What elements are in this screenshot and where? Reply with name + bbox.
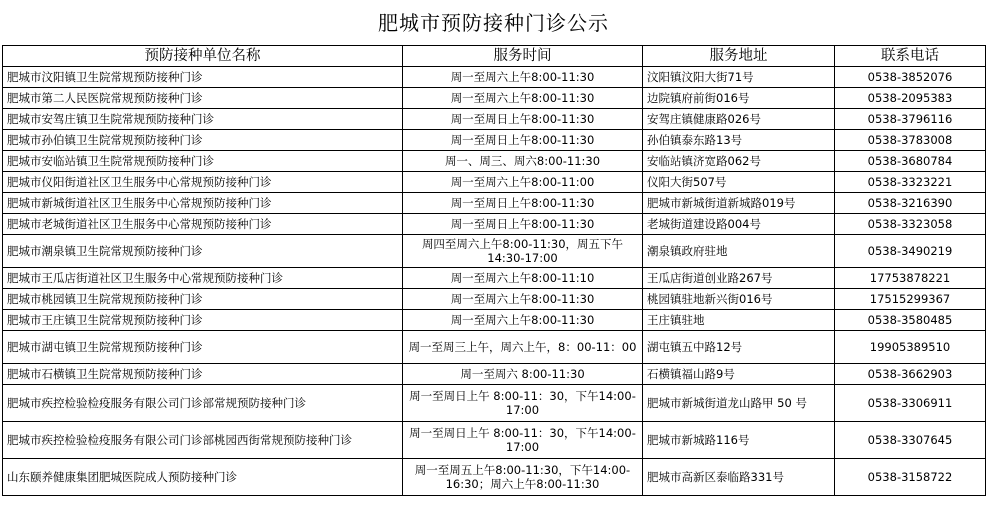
unit-name: 肥城市安驾庄镇卫生院常规预防接种门诊 [3, 109, 403, 130]
header-phone: 联系电话 [835, 46, 986, 67]
header-unit: 预防接种单位名称 [3, 46, 403, 67]
table-row [3, 422, 986, 459]
service-time: 周一至周日上午8:00-11:30 [403, 214, 643, 235]
phone-number: 0538-3662903 [835, 364, 986, 385]
phone-number: 0538-3158722 [835, 459, 986, 496]
service-time: 周一、周三、周六8:00-11:30 [403, 151, 643, 172]
phone-number: 0538-3580485 [835, 310, 986, 331]
phone-number: 0538-3796116 [835, 109, 986, 130]
table-row [3, 385, 986, 422]
service-address: 安驾庄镇健康路026号 [643, 109, 835, 130]
table-header-row [3, 46, 986, 67]
service-address: 潮泉镇政府驻地 [643, 235, 835, 268]
table-row [3, 364, 986, 385]
unit-name: 肥城市新城街道社区卫生服务中心常规预防接种门诊 [3, 193, 403, 214]
service-time: 周一至周六上午8:00-11:30 [403, 67, 643, 88]
header-address: 服务地址 [643, 46, 835, 67]
service-address: 肥城市新城街道龙山路甲 50 号 [643, 385, 835, 422]
unit-name: 山东颐养健康集团肥城医院成人预防接种门诊 [3, 459, 403, 496]
table-row [3, 67, 986, 88]
unit-name: 肥城市王庄镇卫生院常规预防接种门诊 [3, 310, 403, 331]
table-row [3, 88, 986, 109]
unit-name: 肥城市潮泉镇卫生院常规预防接种门诊 [3, 235, 403, 268]
service-address: 王庄镇驻地 [643, 310, 835, 331]
service-time: 周一至周六上午8:00-11:30 [403, 310, 643, 331]
service-time: 周一至周日上午8:00-11:30 [403, 109, 643, 130]
service-address: 桃园镇驻地新兴街016号 [643, 289, 835, 310]
service-time: 周一至周六上午8:00-11:30 [403, 289, 643, 310]
phone-number: 0538-3307645 [835, 422, 986, 459]
service-address: 仪阳大街507号 [643, 172, 835, 193]
clinic-table [2, 45, 986, 496]
service-address: 老城街道建设路004号 [643, 214, 835, 235]
service-address: 肥城市新城路116号 [643, 422, 835, 459]
phone-number: 0538-2095383 [835, 88, 986, 109]
table-row [3, 268, 986, 289]
table-row [3, 172, 986, 193]
service-time: 周一至周日上午8:00-11:30 [403, 193, 643, 214]
table-row [3, 459, 986, 496]
unit-name: 肥城市湖屯镇卫生院常规预防接种门诊 [3, 331, 403, 364]
service-address: 汶阳镇汶阳大街71号 [643, 67, 835, 88]
table-row [3, 310, 986, 331]
service-time: 周一至周日上午 8:00-11：30，下午14:00-17:00 [403, 385, 643, 422]
phone-number: 17753878221 [835, 268, 986, 289]
table-row [3, 130, 986, 151]
table-row [3, 214, 986, 235]
unit-name: 肥城市石横镇卫生院常规预防接种门诊 [3, 364, 403, 385]
service-address: 湖屯镇五中路12号 [643, 331, 835, 364]
unit-name: 肥城市安临站镇卫生院常规预防接种门诊 [3, 151, 403, 172]
service-time: 周一至周三上午，周六上午，8：00-11：00 [403, 331, 643, 364]
service-time: 周一至周六上午8:00-11:00 [403, 172, 643, 193]
table-row [3, 235, 986, 268]
service-address: 王瓜店街道创业路267号 [643, 268, 835, 289]
service-address: 安临站镇济宽路062号 [643, 151, 835, 172]
table-row [3, 193, 986, 214]
phone-number: 0538-3783008 [835, 130, 986, 151]
service-time: 周一至周日上午8:00-11:30 [403, 130, 643, 151]
unit-name: 肥城市老城街道社区卫生服务中心常规预防接种门诊 [3, 214, 403, 235]
phone-number: 0538-3216390 [835, 193, 986, 214]
header-time: 服务时间 [403, 46, 643, 67]
unit-name: 肥城市第二人民医院常规预防接种门诊 [3, 88, 403, 109]
table-row [3, 331, 986, 364]
unit-name: 肥城市桃园镇卫生院常规预防接种门诊 [3, 289, 403, 310]
unit-name: 肥城市仪阳街道社区卫生服务中心常规预防接种门诊 [3, 172, 403, 193]
phone-number: 19905389510 [835, 331, 986, 364]
page-title: 肥城市预防接种门诊公示 [378, 11, 609, 35]
phone-number: 0538-3323058 [835, 214, 986, 235]
table-row [3, 109, 986, 130]
service-address: 肥城市高新区泰临路331号 [643, 459, 835, 496]
phone-number: 0538-3490219 [835, 235, 986, 268]
service-time: 周一至周六上午8:00-11:10 [403, 268, 643, 289]
service-time: 周一至周六上午8:00-11:30 [403, 88, 643, 109]
service-address: 孙伯镇泰东路13号 [643, 130, 835, 151]
phone-number: 0538-3680784 [835, 151, 986, 172]
service-address: 边院镇府前街016号 [643, 88, 835, 109]
service-address: 肥城市新城街道新城路019号 [643, 193, 835, 214]
service-time: 周一至周五上午8:00-11:30，下午14:00-16:30；周六上午8:00-11:30 [403, 459, 643, 496]
service-address: 石横镇福山路9号 [643, 364, 835, 385]
service-time: 周四至周六上午8:00-11:30，周五下午14:30-17:00 [403, 235, 643, 268]
service-time: 周一至周日上午 8:00-11：30，下午14:00-17:00 [403, 422, 643, 459]
unit-name: 肥城市疾控检验检疫服务有限公司门诊部常规预防接种门诊 [3, 385, 403, 422]
service-time: 周一至周六 8:00-11:30 [403, 364, 643, 385]
unit-name: 肥城市孙伯镇卫生院常规预防接种门诊 [3, 130, 403, 151]
unit-name: 肥城市王瓜店街道社区卫生服务中心常规预防接种门诊 [3, 268, 403, 289]
phone-number: 17515299367 [835, 289, 986, 310]
table-row [3, 151, 986, 172]
phone-number: 0538-3852076 [835, 67, 986, 88]
unit-name: 肥城市汶阳镇卫生院常规预防接种门诊 [3, 67, 403, 88]
table-row [3, 289, 986, 310]
unit-name: 肥城市疾控检验检疫服务有限公司门诊部桃园西街常规预防接种门诊 [3, 422, 403, 459]
phone-number: 0538-3323221 [835, 172, 986, 193]
phone-number: 0538-3306911 [835, 385, 986, 422]
